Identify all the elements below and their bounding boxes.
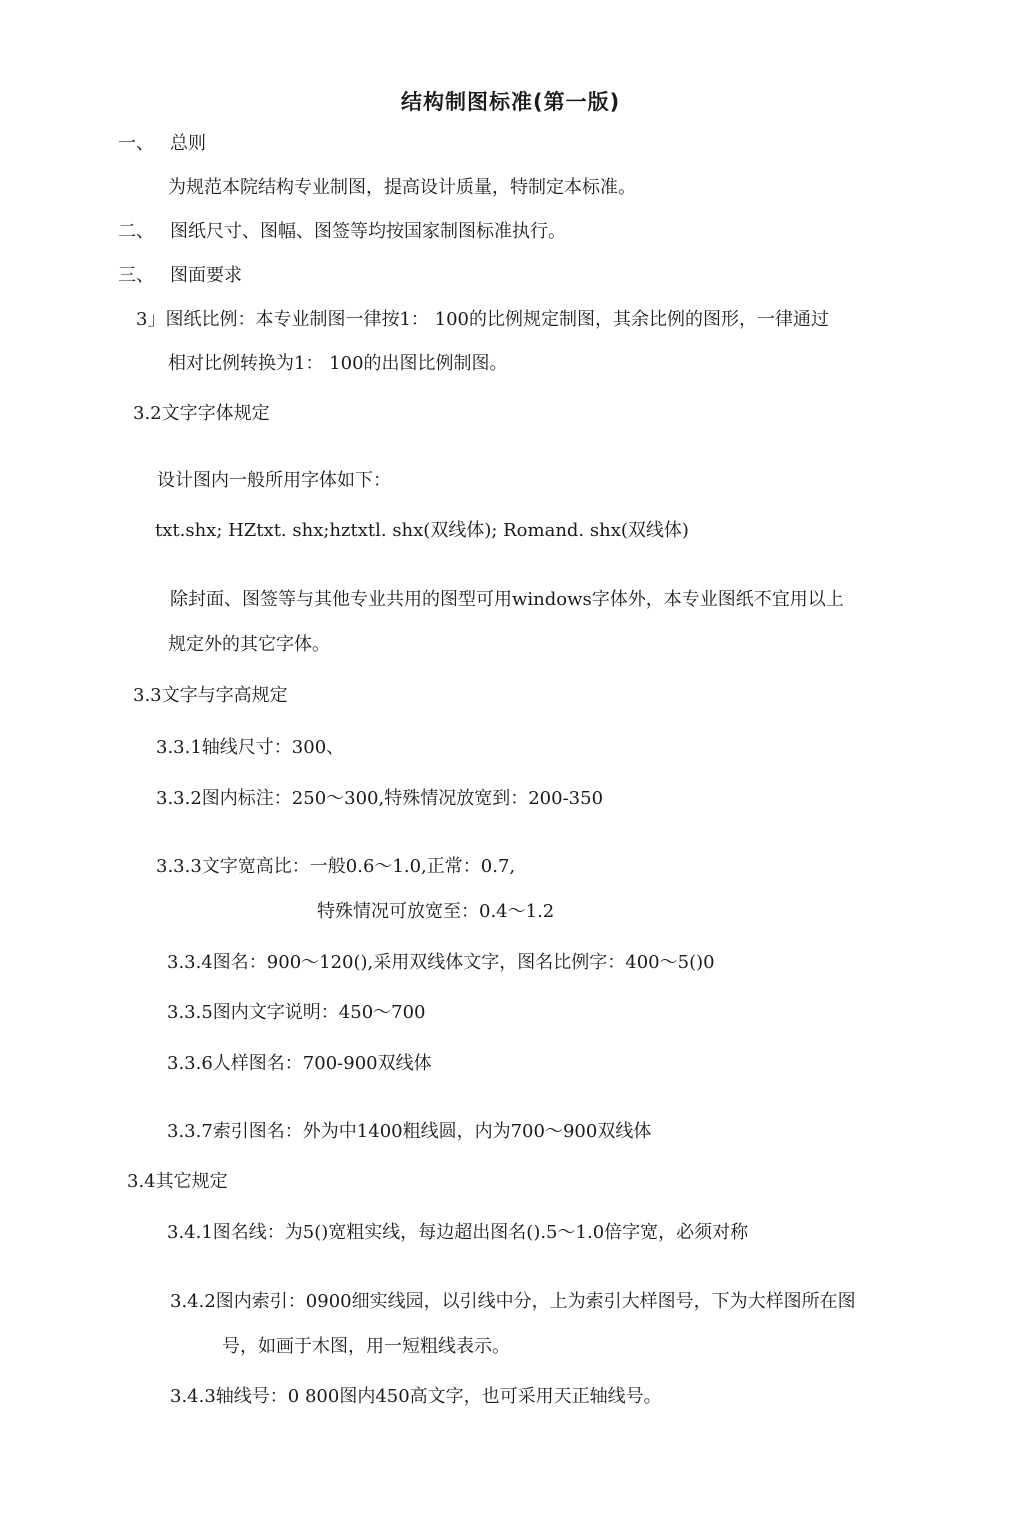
paragraph: 设计图内一般所用字体如下： xyxy=(157,470,391,491)
subsection-heading: 3.4其它规定 xyxy=(127,1171,228,1192)
paragraph: 3」图纸比例：本专业制图一律按1： 100的比例规定制图，其余比例的图形，一律通过 xyxy=(136,309,829,330)
paragraph: 相对比例转换为1： 100的出图比例制图。 xyxy=(168,353,508,374)
list-item: 3.4.3轴线号：0 800图内450高文字，也可采用天正轴线号。 xyxy=(170,1386,662,1407)
paragraph: 规定外的其它字体。 xyxy=(168,634,330,655)
section-heading: 图面要求 xyxy=(170,265,242,286)
paragraph: 为规范本院结构专业制图，提高设计质量，特制定本标准。 xyxy=(168,177,636,198)
subsection-heading: 3.2文字字体规定 xyxy=(133,403,270,424)
list-item: 3.3.7索引图名：外为中1400粗线圆，内为700〜900双线体 xyxy=(167,1121,652,1142)
section-heading: 图纸尺寸、图幅、图签等均按国家制图标准执行。 xyxy=(170,221,566,242)
list-item: 3.3.2图内标注：250〜300,特殊情况放宽到：200-350 xyxy=(156,788,604,809)
section-heading: 总则 xyxy=(170,133,206,154)
list-item: 3.4.1图名线：为5()宽粗实线，每边超出图名().5〜1.0倍字宽，必须对称 xyxy=(167,1222,749,1243)
paragraph: 除封面、图签等与其他专业共用的图型可用windows字体外，本专业图纸不宜用以上 xyxy=(170,589,844,610)
list-item: 3.3.5图内文字说明：450〜700 xyxy=(167,1002,426,1023)
list-item: 3.4.2图内索引：0900细实线园，以引线中分，上为索引大样图号，下为大样图所在图 xyxy=(170,1291,856,1312)
subsection-heading: 3.3文字与字高规定 xyxy=(133,685,288,706)
paragraph: txt.shx; HZtxt. shx;hztxtl. shx(双线体); Romand. shx(双线体) xyxy=(155,520,689,541)
list-item: 3.3.6人样图名：700-900双线体 xyxy=(167,1053,432,1074)
section-number: 一、 xyxy=(118,133,154,154)
section-number: 三、 xyxy=(118,265,154,286)
list-item-continuation: 特殊情况可放宽至：0.4〜1.2 xyxy=(317,901,555,922)
list-item: 3.3.4图名：900〜120(),采用双线体文字，图名比例字：400〜5()0 xyxy=(167,952,715,973)
page-title: 结构制图标准(第一版) xyxy=(401,90,621,114)
list-item: 3.3.1轴线尺寸：300、 xyxy=(156,737,345,758)
list-item-continuation: 号，如画于木图，用一短粗线表示。 xyxy=(222,1336,510,1357)
list-item: 3.3.3文字宽高比：一般0.6〜1.0,正常：0.7, xyxy=(156,856,516,877)
section-number: 二、 xyxy=(118,221,154,242)
